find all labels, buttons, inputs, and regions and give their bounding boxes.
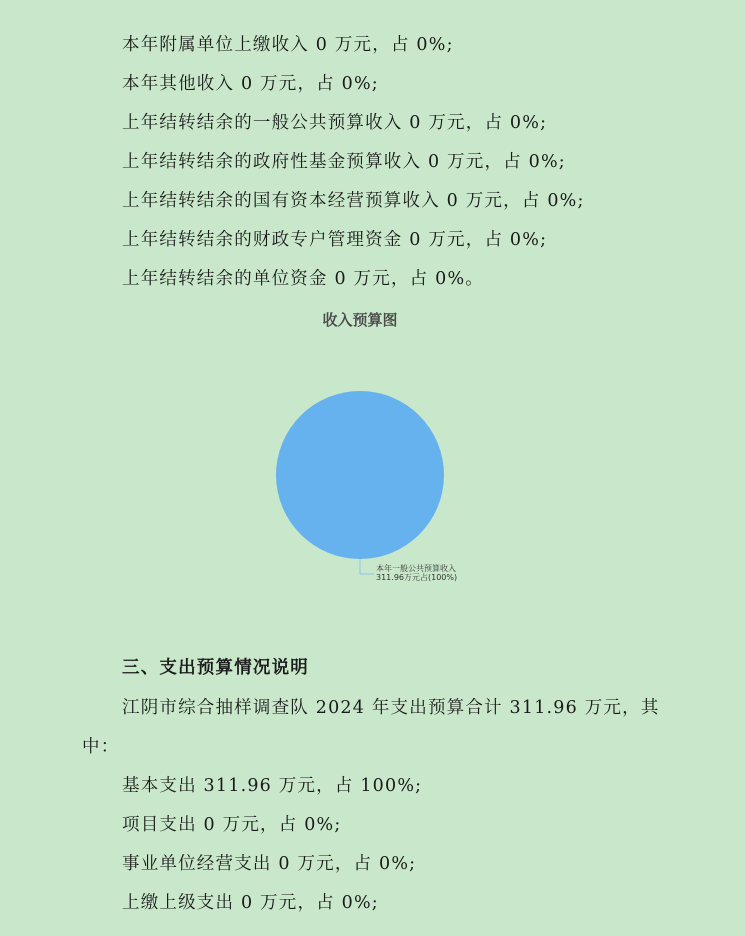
- expenditure-item-basic: 基本支出 311.96 万元，占 100%;: [122, 776, 423, 796]
- expenditure-item-business-operation: 事业单位经营支出 0 万元，占 0%;: [122, 854, 417, 874]
- pie-label-value: 311.96万元占(100%): [376, 573, 458, 582]
- expenditure-intro-line2: 中：: [82, 737, 120, 757]
- income-pie-chart: [0, 330, 745, 600]
- expenditure-intro-line1: 江阴市综合抽样调查队 2024 年支出预算合计 311.96 万元，其: [122, 698, 660, 718]
- income-item-affiliated-units: 本年附属单位上缴收入 0 万元，占 0%;: [122, 35, 454, 55]
- income-item-carryover-state-capital: 上年结转结余的国有资本经营预算收入 0 万元，占 0%;: [122, 191, 585, 211]
- pie-label-name: 本年一般公共预算收入: [376, 564, 456, 573]
- income-item-carryover-unit-funds: 上年结转结余的单位资金 0 万元，占 0%。: [122, 269, 484, 289]
- income-item-other: 本年其他收入 0 万元，占 0%;: [122, 74, 379, 94]
- expenditure-item-upper-level: 上缴上级支出 0 万元，占 0%;: [122, 893, 379, 913]
- pie-slice: [276, 391, 444, 559]
- expenditure-item-project: 项目支出 0 万元，占 0%;: [122, 815, 342, 835]
- income-item-carryover-fund-budget: 上年结转结余的政府性基金预算收入 0 万元，占 0%;: [122, 152, 566, 172]
- income-item-carryover-special-account: 上年结转结余的财政专户管理资金 0 万元，占 0%;: [122, 230, 548, 250]
- pie-leader-line: [360, 559, 374, 574]
- chart-title: 收入预算图: [322, 311, 398, 329]
- income-item-carryover-general-budget: 上年结转结余的一般公共预算收入 0 万元，占 0%;: [122, 113, 548, 133]
- section-heading-expenditure: 三、支出预算情况说明: [122, 658, 309, 678]
